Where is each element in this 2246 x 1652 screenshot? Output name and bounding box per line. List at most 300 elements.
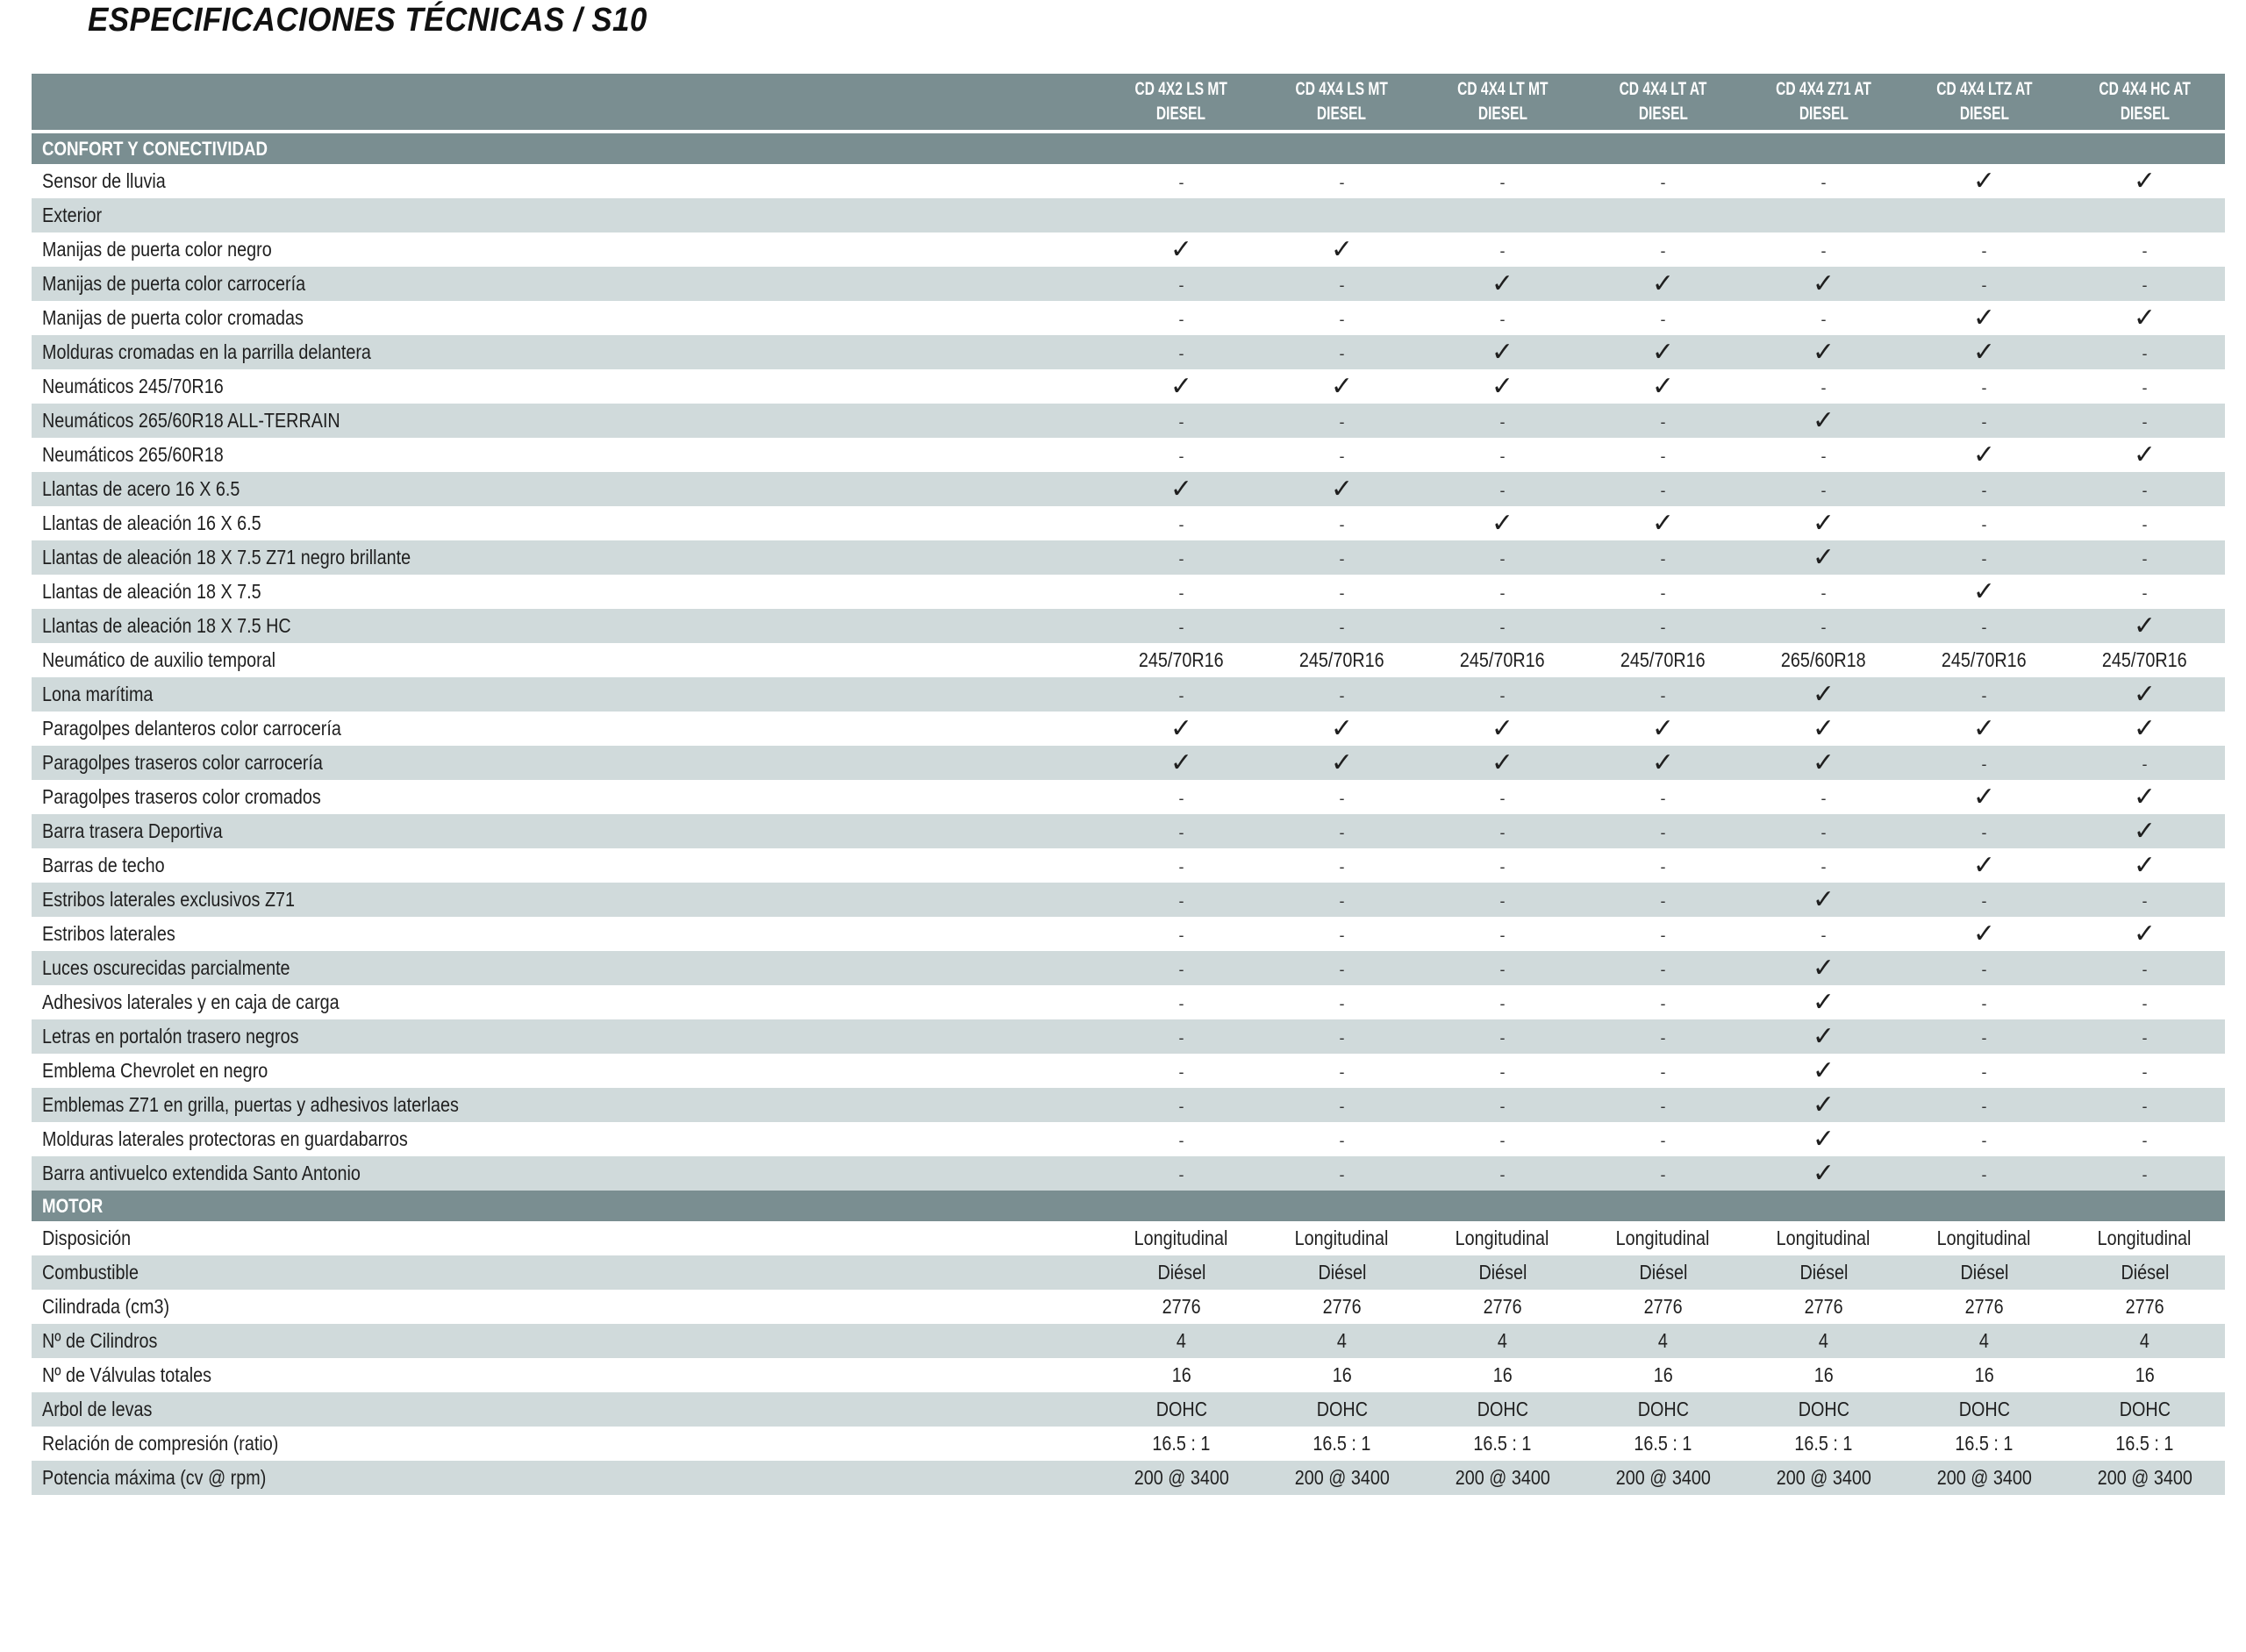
not-available-dash: - <box>1583 540 1743 575</box>
cell-value: 2776 <box>1262 1290 1422 1324</box>
row-label: Cilindrada (cm3) <box>32 1290 1101 1324</box>
not-available-dash: - <box>1904 369 2064 404</box>
cell-value <box>1904 198 2064 232</box>
cell-value: DOHC <box>2064 1392 2225 1427</box>
cell-value: Diésel <box>1422 1255 1583 1290</box>
row-label: Sensor de lluvia <box>32 164 1101 198</box>
not-available-dash: - <box>1422 404 1583 438</box>
row-label: Manijas de puerta color carrocería <box>32 267 1101 301</box>
not-available-dash: - <box>1583 575 1743 609</box>
cell-value <box>1583 198 1743 232</box>
not-available-dash: - <box>1583 1122 1743 1156</box>
checkmark-icon: ✓ <box>1101 472 1262 506</box>
cell-value <box>1262 198 1422 232</box>
cell-value: Diésel <box>1743 1255 1904 1290</box>
checkmark-icon: ✓ <box>1422 335 1583 369</box>
not-available-dash: - <box>2064 267 2225 301</box>
not-available-dash: - <box>1904 404 2064 438</box>
not-available-dash: - <box>1101 1156 1262 1191</box>
table-row <box>32 883 2225 917</box>
checkmark-icon: ✓ <box>1743 404 1904 438</box>
table-row <box>32 1122 2225 1156</box>
not-available-dash: - <box>1101 848 1262 883</box>
not-available-dash: - <box>2064 506 2225 540</box>
checkmark-icon: ✓ <box>1583 506 1743 540</box>
cell-value: 4 <box>1101 1324 1262 1358</box>
not-available-dash: - <box>1743 369 1904 404</box>
cell-value: 16.5 : 1 <box>1743 1427 1904 1461</box>
column-header: CD 4X4 LTZ AT DIESEL <box>1904 74 2064 132</box>
checkmark-icon: ✓ <box>2064 848 2225 883</box>
not-available-dash: - <box>1101 1054 1262 1088</box>
checkmark-icon: ✓ <box>1904 848 2064 883</box>
cell-value <box>2064 198 2225 232</box>
not-available-dash: - <box>1743 232 1904 267</box>
cell-value: 2776 <box>1101 1290 1262 1324</box>
not-available-dash: - <box>1904 472 2064 506</box>
cell-value: DOHC <box>1422 1392 1583 1427</box>
checkmark-icon: ✓ <box>1904 164 2064 198</box>
checkmark-icon: ✓ <box>1743 883 1904 917</box>
checkmark-icon: ✓ <box>1743 506 1904 540</box>
not-available-dash: - <box>1904 1156 2064 1191</box>
table-row <box>32 575 2225 609</box>
table-row <box>32 1221 2225 1255</box>
table-row <box>32 1255 2225 1290</box>
column-header-blank <box>32 74 1101 132</box>
not-available-dash: - <box>1904 985 2064 1019</box>
row-label: Nº de Válvulas totales <box>32 1358 1101 1392</box>
not-available-dash: - <box>1743 780 1904 814</box>
not-available-dash: - <box>2064 883 2225 917</box>
table-row <box>32 1290 2225 1324</box>
not-available-dash: - <box>1904 609 2064 643</box>
table-row <box>32 951 2225 985</box>
table-row <box>32 780 2225 814</box>
cell-value: DOHC <box>1262 1392 1422 1427</box>
checkmark-icon: ✓ <box>2064 677 2225 712</box>
cell-value: 16.5 : 1 <box>1422 1427 1583 1461</box>
not-available-dash: - <box>1583 951 1743 985</box>
checkmark-icon: ✓ <box>1101 232 1262 267</box>
checkmark-icon: ✓ <box>2064 164 2225 198</box>
not-available-dash: - <box>1583 164 1743 198</box>
not-available-dash: - <box>1904 1019 2064 1054</box>
not-available-dash: - <box>1904 677 2064 712</box>
not-available-dash: - <box>1262 1156 1422 1191</box>
not-available-dash: - <box>2064 951 2225 985</box>
not-available-dash: - <box>1262 267 1422 301</box>
not-available-dash: - <box>1904 1088 2064 1122</box>
checkmark-icon: ✓ <box>1743 335 1904 369</box>
cell-value: Diésel <box>1583 1255 1743 1290</box>
checkmark-icon: ✓ <box>1262 712 1422 746</box>
checkmark-icon: ✓ <box>1743 746 1904 780</box>
not-available-dash: - <box>1422 1088 1583 1122</box>
table-row <box>32 814 2225 848</box>
cell-value: 2776 <box>2064 1290 2225 1324</box>
row-label: Combustible <box>32 1255 1101 1290</box>
not-available-dash: - <box>1101 814 1262 848</box>
not-available-dash: - <box>1422 232 1583 267</box>
not-available-dash: - <box>1422 883 1583 917</box>
checkmark-icon: ✓ <box>2064 301 2225 335</box>
not-available-dash: - <box>1101 917 1262 951</box>
table-row <box>32 848 2225 883</box>
not-available-dash: - <box>1101 438 1262 472</box>
cell-value: 2776 <box>1583 1290 1743 1324</box>
not-available-dash: - <box>1583 917 1743 951</box>
checkmark-icon: ✓ <box>1904 438 2064 472</box>
not-available-dash: - <box>1422 780 1583 814</box>
not-available-dash: - <box>2064 1054 2225 1088</box>
column-header-row <box>32 74 2225 132</box>
not-available-dash: - <box>1583 848 1743 883</box>
cell-value: Longitudinal <box>1583 1221 1743 1255</box>
not-available-dash: - <box>1262 506 1422 540</box>
table-row <box>32 472 2225 506</box>
not-available-dash: - <box>1262 814 1422 848</box>
checkmark-icon: ✓ <box>1743 677 1904 712</box>
not-available-dash: - <box>1262 1088 1422 1122</box>
cell-value: 16 <box>1422 1358 1583 1392</box>
cell-value: 4 <box>1583 1324 1743 1358</box>
row-label: Molduras cromadas en la parrilla delantera <box>32 335 1101 369</box>
not-available-dash: - <box>1262 609 1422 643</box>
checkmark-icon: ✓ <box>1904 712 2064 746</box>
not-available-dash: - <box>1743 609 1904 643</box>
not-available-dash: - <box>1262 164 1422 198</box>
checkmark-icon: ✓ <box>1422 369 1583 404</box>
not-available-dash: - <box>1101 267 1262 301</box>
table-row <box>32 1461 2225 1495</box>
table-row <box>32 506 2225 540</box>
checkmark-icon: ✓ <box>1262 746 1422 780</box>
row-label: Adhesivos laterales y en caja de carga <box>32 985 1101 1019</box>
not-available-dash: - <box>1743 472 1904 506</box>
not-available-dash: - <box>1583 883 1743 917</box>
cell-value <box>1101 198 1262 232</box>
not-available-dash: - <box>1101 677 1262 712</box>
not-available-dash: - <box>1583 814 1743 848</box>
not-available-dash: - <box>1904 232 2064 267</box>
not-available-dash: - <box>1101 575 1262 609</box>
not-available-dash: - <box>1422 472 1583 506</box>
cell-value: 4 <box>1422 1324 1583 1358</box>
not-available-dash: - <box>2064 746 2225 780</box>
not-available-dash: - <box>1262 883 1422 917</box>
not-available-dash: - <box>2064 335 2225 369</box>
checkmark-icon: ✓ <box>1262 472 1422 506</box>
cell-value: 245/70R16 <box>2064 643 2225 677</box>
not-available-dash: - <box>1101 1019 1262 1054</box>
checkmark-icon: ✓ <box>1743 1088 1904 1122</box>
checkmark-icon: ✓ <box>1904 575 2064 609</box>
not-available-dash: - <box>1262 1054 1422 1088</box>
not-available-dash: - <box>1262 301 1422 335</box>
row-label: Manijas de puerta color cromadas <box>32 301 1101 335</box>
cell-value: 4 <box>1743 1324 1904 1358</box>
not-available-dash: - <box>1583 985 1743 1019</box>
not-available-dash: - <box>1101 883 1262 917</box>
not-available-dash: - <box>1583 677 1743 712</box>
table-row <box>32 643 2225 677</box>
table-row <box>32 267 2225 301</box>
not-available-dash: - <box>1262 848 1422 883</box>
checkmark-icon: ✓ <box>1743 1019 1904 1054</box>
cell-value: DOHC <box>1101 1392 1262 1427</box>
not-available-dash: - <box>1743 917 1904 951</box>
cell-value: DOHC <box>1904 1392 2064 1427</box>
row-label: Llantas de aleación 18 X 7.5 <box>32 575 1101 609</box>
cell-value: 2776 <box>1422 1290 1583 1324</box>
not-available-dash: - <box>2064 1156 2225 1191</box>
cell-value: 16 <box>2064 1358 2225 1392</box>
table-row <box>32 985 2225 1019</box>
row-label: Paragolpes delanteros color carrocería <box>32 712 1101 746</box>
column-header: CD 4X4 LS MT DIESEL <box>1262 74 1422 132</box>
cell-value: 4 <box>1262 1324 1422 1358</box>
checkmark-icon: ✓ <box>1101 746 1262 780</box>
cell-value: Diésel <box>1904 1255 2064 1290</box>
table-row <box>32 438 2225 472</box>
cell-value: 16.5 : 1 <box>2064 1427 2225 1461</box>
checkmark-icon: ✓ <box>1743 267 1904 301</box>
row-label: Molduras laterales protectoras en guardabarros <box>32 1122 1101 1156</box>
cell-value: 16.5 : 1 <box>1101 1427 1262 1461</box>
cell-value: 16.5 : 1 <box>1904 1427 2064 1461</box>
checkmark-icon: ✓ <box>2064 780 2225 814</box>
table-row <box>32 677 2225 712</box>
not-available-dash: - <box>1583 1019 1743 1054</box>
not-available-dash: - <box>1422 677 1583 712</box>
not-available-dash: - <box>1262 540 1422 575</box>
column-header: CD 4X4 Z71 AT DIESEL <box>1743 74 1904 132</box>
cell-value: 4 <box>1904 1324 2064 1358</box>
table-row <box>32 1427 2225 1461</box>
page-title: ESPECIFICACIONES TÉCNICAS / S10 <box>88 2 647 39</box>
cell-value: 2776 <box>1904 1290 2064 1324</box>
not-available-dash: - <box>1583 232 1743 267</box>
not-available-dash: - <box>1583 1054 1743 1088</box>
not-available-dash: - <box>1422 848 1583 883</box>
not-available-dash: - <box>1422 814 1583 848</box>
table-row <box>32 540 2225 575</box>
cell-value: 200 @ 3400 <box>1904 1461 2064 1495</box>
cell-value: Diésel <box>1101 1255 1262 1290</box>
cell-value: 200 @ 3400 <box>2064 1461 2225 1495</box>
not-available-dash: - <box>1422 575 1583 609</box>
not-available-dash: - <box>1743 848 1904 883</box>
not-available-dash: - <box>1262 575 1422 609</box>
table-row <box>32 712 2225 746</box>
row-label: Emblema Chevrolet en negro <box>32 1054 1101 1088</box>
section-title: MOTOR <box>32 1191 2225 1221</box>
row-label: Barras de techo <box>32 848 1101 883</box>
not-available-dash: - <box>2064 1088 2225 1122</box>
row-label: Exterior <box>32 198 1101 232</box>
not-available-dash: - <box>1422 985 1583 1019</box>
table-row <box>32 1054 2225 1088</box>
checkmark-icon: ✓ <box>1583 712 1743 746</box>
checkmark-icon: ✓ <box>1743 1054 1904 1088</box>
not-available-dash: - <box>1422 164 1583 198</box>
checkmark-icon: ✓ <box>1422 267 1583 301</box>
row-label: Llantas de acero 16 X 6.5 <box>32 472 1101 506</box>
checkmark-icon: ✓ <box>1583 267 1743 301</box>
not-available-dash: - <box>1262 951 1422 985</box>
column-header: CD 4X2 LS MT DIESEL <box>1101 74 1262 132</box>
not-available-dash: - <box>1904 506 2064 540</box>
cell-value: 16 <box>1583 1358 1743 1392</box>
row-label: Neumáticos 265/60R18 ALL-TERRAIN <box>32 404 1101 438</box>
cell-value: 16 <box>1904 1358 2064 1392</box>
checkmark-icon: ✓ <box>1904 301 2064 335</box>
not-available-dash: - <box>1422 438 1583 472</box>
not-available-dash: - <box>2064 1019 2225 1054</box>
cell-value: 2776 <box>1743 1290 1904 1324</box>
not-available-dash: - <box>1422 951 1583 985</box>
not-available-dash: - <box>2064 472 2225 506</box>
row-label: Lona marítima <box>32 677 1101 712</box>
row-label: Luces oscurecidas parcialmente <box>32 951 1101 985</box>
cell-value: 200 @ 3400 <box>1101 1461 1262 1495</box>
not-available-dash: - <box>1422 540 1583 575</box>
row-label: Nº de Cilindros <box>32 1324 1101 1358</box>
checkmark-icon: ✓ <box>1743 540 1904 575</box>
not-available-dash: - <box>2064 1122 2225 1156</box>
cell-value: 16.5 : 1 <box>1583 1427 1743 1461</box>
not-available-dash: - <box>1904 951 2064 985</box>
cell-value: 245/70R16 <box>1422 643 1583 677</box>
checkmark-icon: ✓ <box>1743 1156 1904 1191</box>
not-available-dash: - <box>1422 917 1583 951</box>
specifications-body <box>32 132 2225 1495</box>
row-label: Paragolpes traseros color cromados <box>32 780 1101 814</box>
not-available-dash: - <box>1743 438 1904 472</box>
not-available-dash: - <box>1101 404 1262 438</box>
row-label: Neumáticos 265/60R18 <box>32 438 1101 472</box>
not-available-dash: - <box>1101 335 1262 369</box>
not-available-dash: - <box>1262 780 1422 814</box>
not-available-dash: - <box>2064 232 2225 267</box>
checkmark-icon: ✓ <box>2064 814 2225 848</box>
not-available-dash: - <box>2064 985 2225 1019</box>
cell-value: 245/70R16 <box>1101 643 1262 677</box>
not-available-dash: - <box>1101 164 1262 198</box>
not-available-dash: - <box>1101 951 1262 985</box>
table-row <box>32 746 2225 780</box>
row-label: Llantas de aleación 18 X 7.5 HC <box>32 609 1101 643</box>
not-available-dash: - <box>1743 164 1904 198</box>
checkmark-icon: ✓ <box>1904 335 2064 369</box>
row-label: Potencia máxima (cv @ rpm) <box>32 1461 1101 1495</box>
table-row <box>32 609 2225 643</box>
table-row <box>32 1088 2225 1122</box>
section-header-row <box>32 132 2225 164</box>
cell-value: Longitudinal <box>1422 1221 1583 1255</box>
row-label: Manijas de puerta color negro <box>32 232 1101 267</box>
not-available-dash: - <box>1422 301 1583 335</box>
checkmark-icon: ✓ <box>1262 232 1422 267</box>
table-row <box>32 164 2225 198</box>
row-label: Barra antivuelco extendida Santo Antonio <box>32 1156 1101 1191</box>
checkmark-icon: ✓ <box>1422 506 1583 540</box>
not-available-dash: - <box>1904 1054 2064 1088</box>
not-available-dash: - <box>1422 1122 1583 1156</box>
not-available-dash: - <box>1583 404 1743 438</box>
cell-value: 245/70R16 <box>1262 643 1422 677</box>
row-label: Disposición <box>32 1221 1101 1255</box>
not-available-dash: - <box>2064 404 2225 438</box>
cell-value: 16 <box>1262 1358 1422 1392</box>
checkmark-icon: ✓ <box>1583 746 1743 780</box>
not-available-dash: - <box>1101 609 1262 643</box>
section-header-row <box>32 1191 2225 1221</box>
not-available-dash: - <box>1101 985 1262 1019</box>
not-available-dash: - <box>1262 677 1422 712</box>
not-available-dash: - <box>1422 1156 1583 1191</box>
table-row <box>32 1324 2225 1358</box>
checkmark-icon: ✓ <box>1101 712 1262 746</box>
not-available-dash: - <box>1422 1054 1583 1088</box>
not-available-dash: - <box>1583 1156 1743 1191</box>
table-row <box>32 1019 2225 1054</box>
not-available-dash: - <box>1262 1122 1422 1156</box>
cell-value: 16.5 : 1 <box>1262 1427 1422 1461</box>
cell-value: Longitudinal <box>2064 1221 2225 1255</box>
row-label: Paragolpes traseros color carrocería <box>32 746 1101 780</box>
not-available-dash: - <box>1583 609 1743 643</box>
not-available-dash: - <box>1262 404 1422 438</box>
not-available-dash: - <box>2064 575 2225 609</box>
table-row <box>32 1392 2225 1427</box>
not-available-dash: - <box>1262 985 1422 1019</box>
section-title: CONFORT Y CONECTIVIDAD <box>32 132 2225 164</box>
column-header: CD 4X4 LT MT DIESEL <box>1422 74 1583 132</box>
not-available-dash: - <box>1743 814 1904 848</box>
checkmark-icon: ✓ <box>1743 1122 1904 1156</box>
not-available-dash: - <box>1422 1019 1583 1054</box>
not-available-dash: - <box>1262 335 1422 369</box>
cell-value: DOHC <box>1583 1392 1743 1427</box>
cell-value: 4 <box>2064 1324 2225 1358</box>
row-label: Llantas de aleación 16 X 6.5 <box>32 506 1101 540</box>
table-row <box>32 404 2225 438</box>
row-label: Neumáticos 245/70R16 <box>32 369 1101 404</box>
cell-value: Diésel <box>2064 1255 2225 1290</box>
checkmark-icon: ✓ <box>1743 712 1904 746</box>
not-available-dash: - <box>1101 540 1262 575</box>
cell-value <box>1422 198 1583 232</box>
row-label: Llantas de aleación 18 X 7.5 Z71 negro brillante <box>32 540 1101 575</box>
specifications-table <box>32 74 2225 1495</box>
checkmark-icon: ✓ <box>1101 369 1262 404</box>
cell-value: Diésel <box>1262 1255 1422 1290</box>
not-available-dash: - <box>1101 1122 1262 1156</box>
not-available-dash: - <box>2064 369 2225 404</box>
cell-value: 16 <box>1743 1358 1904 1392</box>
not-available-dash: - <box>1262 438 1422 472</box>
not-available-dash: - <box>1583 438 1743 472</box>
not-available-dash: - <box>1422 609 1583 643</box>
row-label: Estribos laterales <box>32 917 1101 951</box>
cell-value: 200 @ 3400 <box>1583 1461 1743 1495</box>
cell-value: 200 @ 3400 <box>1743 1461 1904 1495</box>
not-available-dash: - <box>1904 540 2064 575</box>
checkmark-icon: ✓ <box>1743 985 1904 1019</box>
not-available-dash: - <box>2064 540 2225 575</box>
